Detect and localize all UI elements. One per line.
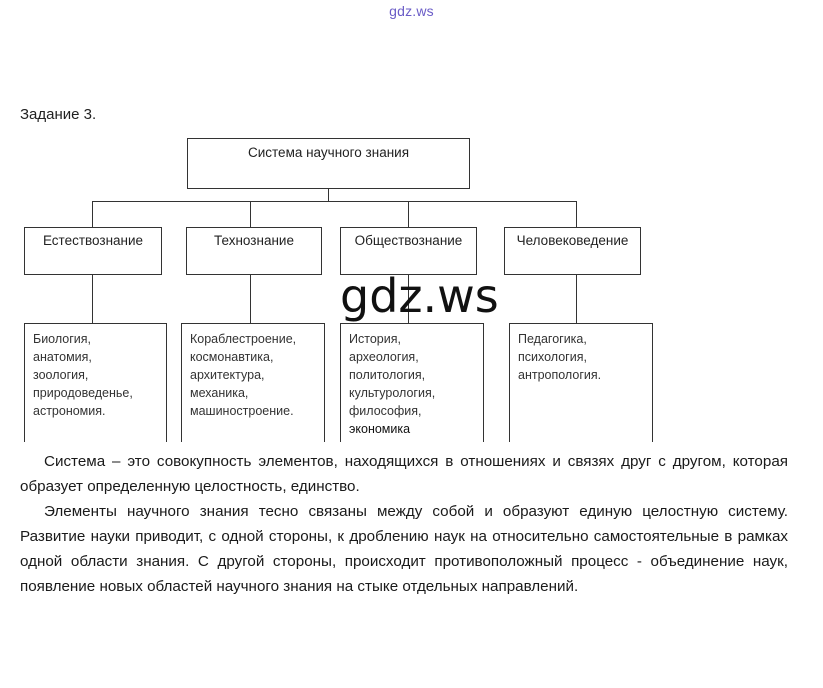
category-box-social (340, 227, 477, 275)
list-item: История, (349, 332, 401, 346)
list-item: астрономия. (33, 404, 106, 418)
connector-list-2 (250, 275, 251, 324)
explanation-text (20, 449, 788, 599)
list-item: архитектура, (190, 368, 265, 382)
category-label: Естествознание (42, 233, 144, 248)
category-label: Человековедение (516, 233, 629, 248)
diagram-root-box (187, 138, 470, 189)
list-item: механика, (190, 386, 249, 400)
connector-list-4 (576, 275, 577, 324)
list-item: культурология, (349, 386, 436, 400)
list-item: Педагогика, (518, 332, 587, 346)
task-label: Задание 3. (20, 106, 97, 123)
list-box-human (509, 323, 653, 442)
category-label: Обществознание (354, 233, 463, 248)
list-item: природоведенье, (33, 386, 133, 400)
category-label: Технознание (214, 233, 294, 248)
list-box-natural (24, 323, 167, 442)
list-item: психология, (518, 350, 587, 364)
connector-horizontal (92, 201, 577, 202)
paragraph: Элементы научного знания тесно связаны между собой и образуют единую целостную систему. Развитие науки приводит, с одной стороны, к дроблению наук на относительно самостоятельные в рамках одной области знания. С другой стороны, происходит противоположный процесс - объединение наук, появление новых областей научного знания на стыке отдельных направлений. (20, 503, 788, 595)
list-item: Биология, (33, 332, 92, 346)
list-item: антропология. (518, 368, 602, 382)
list-item: космонавтика, (190, 350, 274, 364)
list-item: философия, (349, 404, 422, 418)
list-item: машиностроение. (190, 404, 294, 418)
list-box-social (340, 323, 484, 442)
list-item: экономика (349, 422, 411, 436)
list-box-tech (181, 323, 325, 442)
list-item: политология, (349, 368, 426, 382)
connector-list-1 (92, 275, 93, 324)
list-item: археология, (349, 350, 419, 364)
connector-branch-4 (576, 201, 577, 228)
site-watermark: gdz.ws (389, 3, 434, 19)
connector-branch-2 (250, 201, 251, 228)
category-box-natural (24, 227, 162, 275)
connector-branch-3 (408, 201, 409, 228)
center-watermark: gdz.ws (340, 269, 499, 323)
category-box-human (504, 227, 641, 275)
diagram-root-label: Система научного знания (247, 145, 410, 160)
list-item: Кораблестроение, (190, 332, 297, 346)
list-item: зоология, (33, 368, 89, 382)
category-box-tech (186, 227, 322, 275)
paragraph: Система – это совокупность элементов, находящихся в отношениях и связях друг с другом, которая образует определенную целостность, единство. (20, 453, 788, 495)
list-item: анатомия, (33, 350, 92, 364)
connector-branch-1 (92, 201, 93, 228)
